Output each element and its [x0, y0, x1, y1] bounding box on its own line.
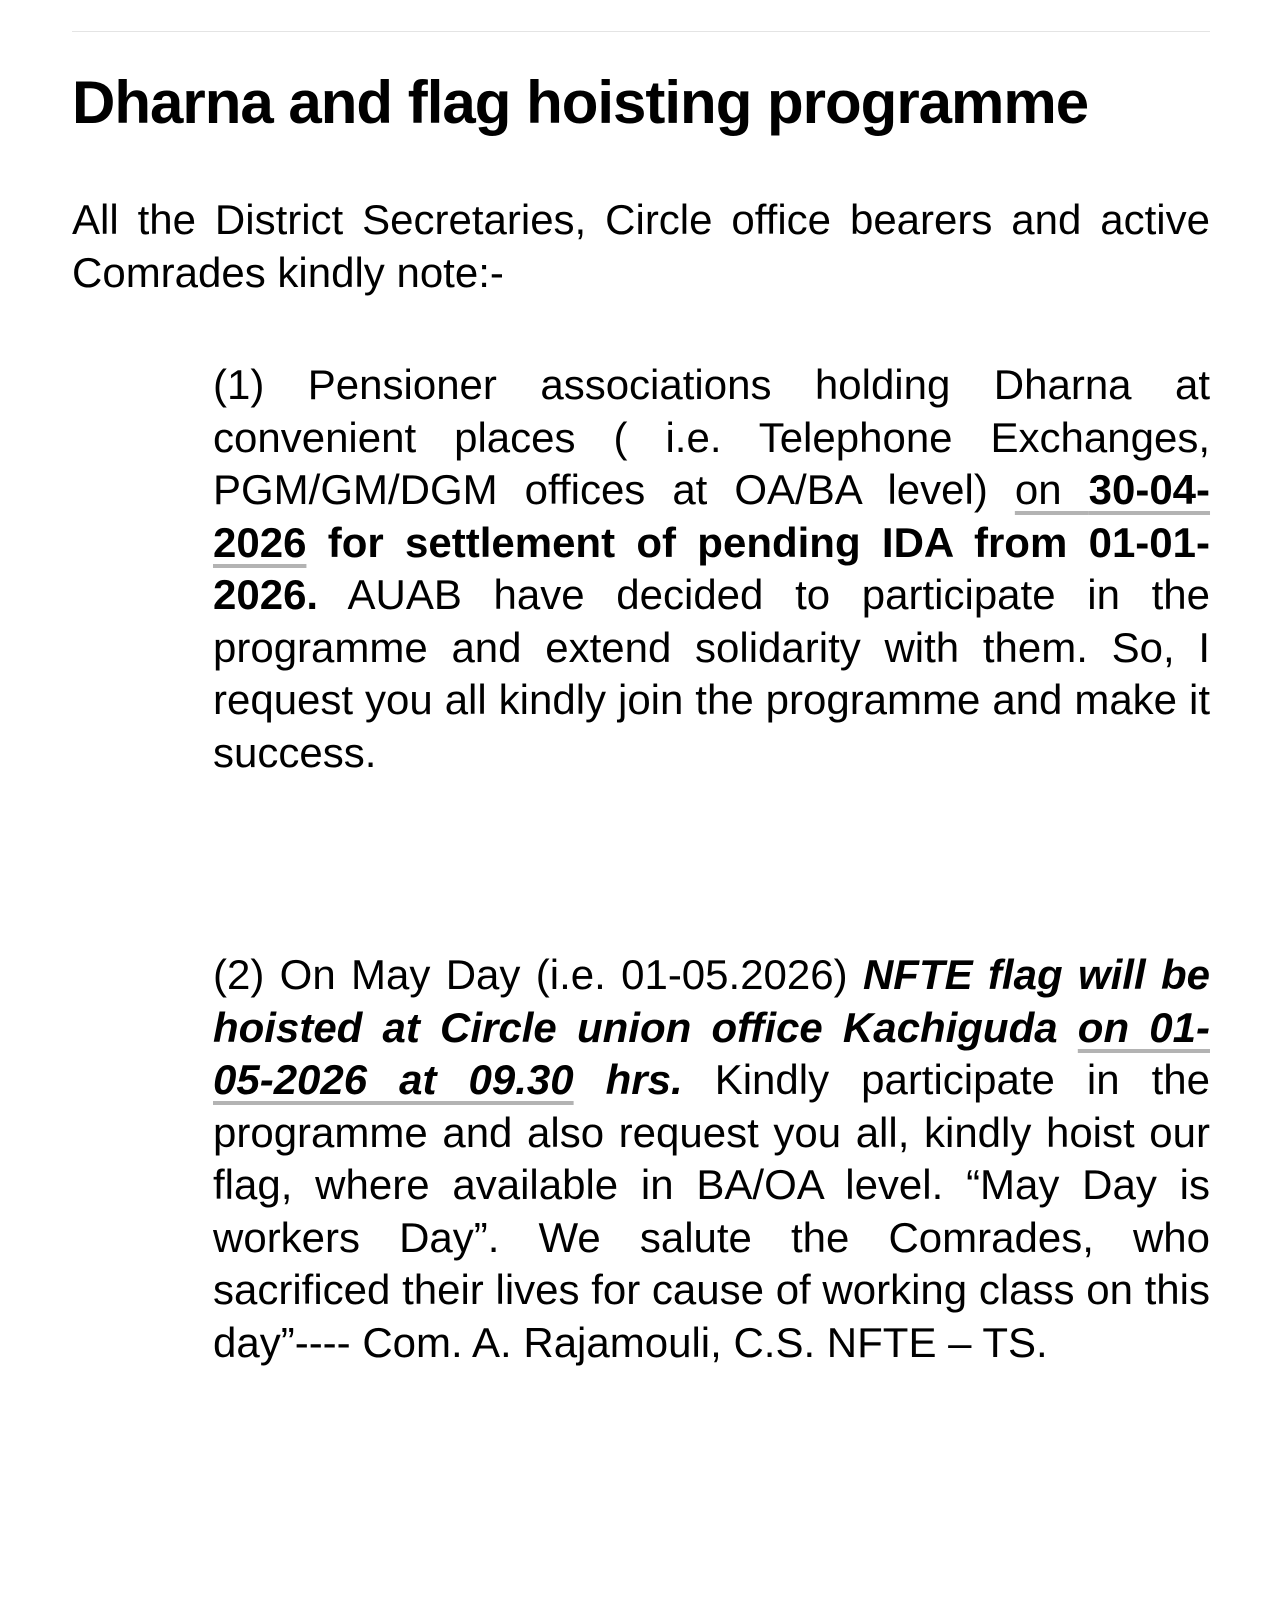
item2-flag-hoist-text: NFTE flag will be hoisted at Circle union office Kachiguda — [213, 951, 1210, 1051]
item1-tail-text: AUAB have decided to participate in the programme and extend solidarity with them. So, I request you all kindly join the programme and make it success. — [213, 571, 1210, 776]
article-page — [72, 31, 1210, 1529]
item2-hrs-text: hrs. — [573, 1056, 683, 1103]
item1-lead-text: (1) Pensioner associations holding Dharna at convenient places ( i.e. Telephone Exchanges, PGM/GM/DGM offices at OA/BA level) — [213, 361, 1210, 513]
item1-dharna-date: 30-04-2026 — [213, 466, 1211, 566]
item2-lead-text: (2) On May Day (i.e. 01-05.2026) — [213, 951, 863, 998]
item1-demand-text: for settlement of pending IDA from 01-01-2026. — [213, 518, 1210, 618]
item2-tail-text: Kindly participate in the programme and also request you all, kindly hoist our flag, where available in BA/OA level. “May Day is workers Day”. We salute the Comrades, who sacrificed their lives for cause of working class on this day”---- Com. A. Rajamouli, C.S. NFTE – TS. — [213, 1056, 1210, 1366]
notice-item-1 — [213, 359, 1210, 779]
notice-item-2 — [213, 949, 1210, 1369]
page-title: Dharna and flag hoisting programme — [72, 69, 1089, 136]
notice-list — [213, 359, 1210, 1369]
item2-hoist-datetime: on 01-05-2026 at 09.30 — [213, 1003, 1210, 1103]
top-divider — [72, 31, 1210, 32]
intro-paragraph: All the District Secretaries, Circle office bearers and active Comrades kindly note:- — [72, 196, 1210, 296]
item1-underlined-on: on — [1014, 466, 1089, 513]
